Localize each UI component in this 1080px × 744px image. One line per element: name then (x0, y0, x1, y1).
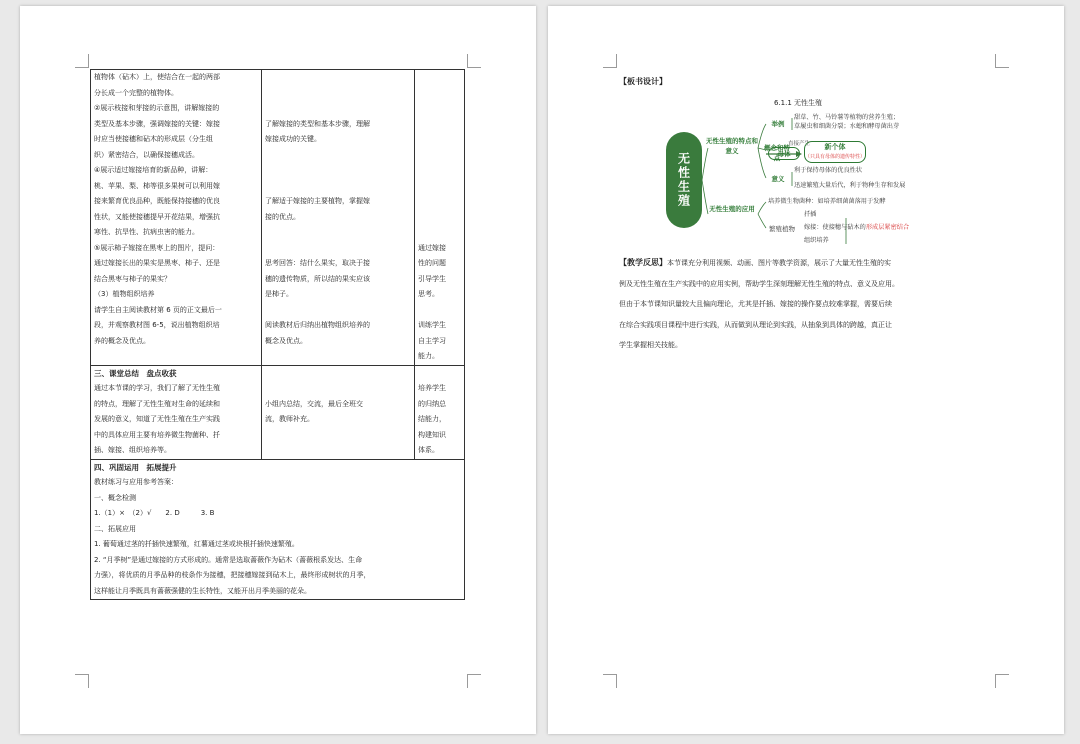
text-line (418, 117, 461, 133)
text-line: 寒性、抗旱性、抗病虫害的能力。 (94, 228, 199, 236)
text-line (265, 303, 411, 319)
plant-label: 繁殖植物 (769, 225, 795, 233)
text-line: 请学生自主阅读教材第 6 页的正文最后一 (94, 305, 222, 314)
text-line: 概念及优点。 (265, 336, 307, 345)
text-line: 织）紧密结合，以确保接穗成活。 (94, 150, 199, 159)
reflection-text: 本节课充分利用视频、动画、图片等教学资源，展示了大量无性生殖的实 (667, 259, 891, 267)
text-line: 培养学生 (418, 384, 446, 392)
text-line: 植物体（砧木）上，使结合在一起的两部 (94, 73, 220, 81)
text-line: 力强），将优质的月季品种的枝条作为接穗，把接穗嫁接到砧木上，最终形成树状的月季， (94, 571, 371, 579)
example-line-1: 甜草、竹、马铃薯等植物的营养生殖； (794, 114, 900, 121)
crop-mark (75, 54, 89, 68)
text-line: 段，并观察教材图 6-5，说出植物组织培 (94, 321, 220, 329)
new-individual-label: 新个体 (824, 143, 846, 151)
crop-mark (603, 674, 617, 688)
table-row (91, 459, 464, 600)
table-cell-intent (415, 70, 464, 365)
crop-mark (467, 674, 481, 688)
crop-mark (995, 54, 1009, 68)
text-line: 嫁接成功的关键。 (265, 135, 321, 143)
text-line: 结能力， (418, 415, 446, 423)
reflection-text: 但由于本节课知识量较大且偏向理论，尤其是扦插、嫁接的操作要点较难掌握，需要后续 (619, 300, 892, 308)
teaching-reflection (619, 253, 991, 356)
table-cell-student (262, 70, 415, 365)
text-line (418, 194, 461, 210)
text-line: 中的具体应用主要有培养微生物菌种、扦 (94, 430, 220, 439)
text-line: 思考。 (418, 290, 439, 298)
reflection-line (619, 315, 991, 336)
example-label: 举例 (771, 120, 785, 128)
branch-features: 无性生殖的特点和意义 (706, 137, 758, 155)
text-line: 是柿子。 (265, 290, 293, 298)
grafting-text: 嫁接：使接穗与砧木的 (804, 224, 866, 231)
reflection-text: 学生掌握相关技能。 (619, 341, 682, 349)
text-line: 一、概念检测 (94, 493, 136, 502)
text-line: 训练学生 (418, 321, 446, 329)
text-line: 三、课堂总结 盘点收获 (94, 368, 177, 378)
text-line: 时应当使接穗和砧木的形成层（分生组 (94, 135, 213, 143)
text-line (265, 381, 411, 397)
text-line: 穗的遗传物质，所以结的果实应该 (265, 274, 370, 283)
concept-label: 概念和特点 (764, 144, 790, 162)
document-page-left (20, 6, 536, 734)
tissue-culture-line: 组织培养 (804, 237, 829, 244)
crop-mark (75, 674, 89, 688)
text-line: 的归纳总 (418, 399, 446, 408)
cutting-line: 扦插 (804, 211, 817, 218)
text-line: 四、巩固运用 拓展提升 (94, 462, 177, 472)
text-line: 了解嫁接的类型和基本步骤，理解 (265, 119, 370, 128)
reflection-text: 在综合实践项目课程中进行实践，从而做到从理论到实践，从抽象到具体的跨越，真正让 (619, 320, 892, 329)
text-line: 接的优点。 (265, 212, 300, 221)
text-line: 思考回答：结什么果实，取决于接 (265, 259, 370, 267)
text-line (418, 148, 461, 164)
text-line: 通过嫁接 (418, 243, 446, 252)
text-line: 通过本节课的学习，我们了解了无性生殖 (94, 384, 220, 392)
document-page-right (548, 6, 1064, 734)
reflection-line (619, 253, 991, 274)
connector-line (758, 202, 766, 214)
text-line: 桃、苹果、梨、柿等很多果树可以利用嫁 (94, 181, 220, 190)
text-line: 分长成一个完整的植物体。 (94, 88, 178, 97)
board-design-heading: 【板书设计】 (619, 77, 667, 86)
mindmap-root: 无性生殖 (666, 132, 702, 228)
mind-map (666, 110, 966, 250)
text-line: ②展示枝接和芽接的示意图，讲解嫁接的 (94, 104, 220, 112)
text-line: 养的概念及优点。 (94, 336, 150, 345)
text-line (418, 70, 461, 86)
text-line: 类型及基本步骤，强调嫁接的关键：嫁接 (94, 119, 220, 128)
text-line: 这样能让月季既具有蔷薇强健的生长特性，又能开出月季美丽的花朵。 (94, 586, 311, 595)
connector-line (758, 214, 766, 228)
crop-mark (467, 54, 481, 68)
text-line: 自主学习 (418, 336, 446, 345)
text-line (265, 70, 411, 86)
text-line: 1.（1）× （2）√ 2. D 3. B (94, 509, 215, 517)
table-cell-practice (91, 460, 464, 600)
table-cell-activity (91, 366, 262, 459)
text-line (265, 86, 411, 102)
text-line: 流，教师补充。 (265, 415, 314, 423)
text-line: 插、嫁接、组织培养等。 (94, 446, 171, 454)
text-line (418, 179, 461, 195)
text-line (265, 101, 411, 117)
text-line: （3）植物组织培养 (94, 290, 155, 298)
text-line: 能力。 (418, 352, 439, 360)
meaning-line-2: 迅速繁殖大量后代，利于物种生存和发展 (794, 182, 906, 189)
text-line: 教材练习与应用参考答案： (94, 478, 178, 486)
direct-produce-label: 直接产生 (788, 141, 811, 147)
text-line (418, 366, 461, 382)
text-line (418, 86, 461, 102)
reflection-line (619, 294, 991, 315)
mindmap-title: 6.1.1 无性生殖 (774, 99, 823, 107)
text-line (418, 132, 461, 148)
text-line: 2. “月季树”是通过嫁接的方式形成的。通常是选取蔷薇作为砧木（蔷薇根系发达、生命 (94, 555, 363, 564)
reflection-line (619, 274, 991, 295)
text-line (418, 163, 461, 179)
text-line: 性状，又能使接穗提早开花结果，增强抗 (94, 212, 220, 221)
text-line: 接来繁育优良品种，既能保持接穗的优良 (94, 197, 220, 205)
text-line: 体系。 (418, 446, 439, 454)
text-line: 小组内总结，交流，最后全班交 (265, 399, 363, 408)
reflection-line (619, 335, 991, 356)
text-line (418, 225, 461, 241)
example-line-2: 草履虫和细菌分裂；水螅和酵母菌出芽 (794, 123, 900, 130)
meaning-line-1: 利于保持母体的优良性状 (794, 167, 863, 174)
text-line: 1. 葡萄通过茎的扦插快速繁殖，红薯通过茎或块根扦插快速繁殖。 (94, 540, 299, 548)
text-line (265, 225, 411, 241)
text-line (265, 366, 411, 382)
text-line (265, 148, 411, 164)
text-line: 性的问题 (418, 259, 446, 267)
table-cell-intent (415, 366, 464, 459)
text-line: 了解适于嫁接的主要植物，掌握嫁 (265, 197, 370, 205)
text-line: 通过嫁接长出的果实是黑枣、柿子、还是 (94, 259, 220, 267)
text-line (418, 303, 461, 319)
text-line (265, 179, 411, 195)
table-cell-activity (91, 70, 262, 365)
text-line: 阅读教材后归纳出植物组织培养的 (265, 321, 370, 329)
reflection-text: 例及无性生殖在生产实践中的应用实例，帮助学生深刻理解无性生殖的特点、意义及应用。 (619, 279, 899, 288)
text-line: 二、拓展应用 (94, 524, 136, 533)
table-cell-student (262, 366, 415, 459)
text-line: 结合黑枣与柿子的果实？ (94, 274, 171, 283)
text-line (418, 210, 461, 226)
crop-mark (603, 54, 617, 68)
grafting-line (804, 224, 909, 233)
culture-line: 培养微生物菌种：如培养细菌菌落用于发酵 (768, 198, 886, 205)
text-line (265, 241, 411, 257)
text-line: ⑤展示柿子嫁接在黑枣上的图片，提问： (94, 243, 220, 252)
crop-mark (995, 674, 1009, 688)
lesson-table (90, 69, 465, 600)
text-line (418, 101, 461, 117)
table-row (91, 365, 464, 459)
text-line: 发展的意义，知道了无性生殖在生产实践 (94, 415, 220, 423)
table-row (91, 70, 464, 365)
new-individual-note: （只具有母体的遗传特性） (805, 154, 866, 160)
text-line: ④展示适过嫁接培育的新品种，讲解： (94, 166, 213, 174)
reflection-heading: 【教学反思】 (619, 258, 667, 267)
new-individual-box (804, 141, 866, 163)
grafting-key-text: 形成层紧密结合 (865, 224, 910, 231)
meaning-label: 意义 (771, 175, 785, 183)
branch-applications: 无性生殖的应用 (709, 205, 755, 213)
text-line: 的特点，理解了无性生殖对生命的延续和 (94, 399, 220, 408)
text-line: 引导学生 (418, 274, 446, 283)
mother-box: 母体 (768, 147, 800, 160)
text-line (265, 163, 411, 179)
text-line: 构建知识 (418, 430, 446, 439)
